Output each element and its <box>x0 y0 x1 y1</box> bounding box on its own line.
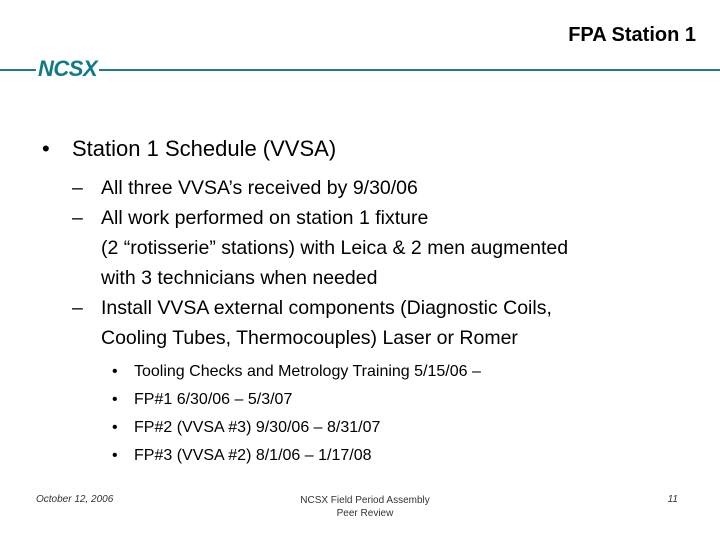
text-line: (2 “rotisserie” stations) with Leica & 2 men augmented <box>101 237 569 259</box>
bullet-text: FP#2 (VVSA #3) 9/30/06 – 8/31/07 <box>134 419 381 436</box>
footer-date: October 12, 2006 <box>36 494 114 505</box>
bullet-dot-icon: • <box>42 136 50 161</box>
text-line: All work performed on station 1 fixture <box>101 207 429 229</box>
bullet-text: All three VVSA’s received by 9/30/06 <box>101 177 418 199</box>
footer-center-line: NCSX Field Period Assembly <box>300 495 430 506</box>
footer-center <box>290 494 440 520</box>
page-number: 11 <box>667 494 678 505</box>
text-line: Install VVSA external components (Diagnostic Coils, <box>101 297 552 319</box>
dash-icon: – <box>72 177 83 199</box>
bullet-dot-icon: • <box>112 363 118 380</box>
dash-icon: – <box>72 207 83 229</box>
text-line: with 3 technicians when needed <box>101 267 378 289</box>
ncsx-logo: NCSX <box>38 56 98 81</box>
bullet-text <box>101 203 691 293</box>
bullet-text: Station 1 Schedule (VVSA) <box>72 136 337 161</box>
bullet-dot-icon: • <box>112 447 118 464</box>
slide-title: FPA Station 1 <box>568 24 696 46</box>
bullet-text: FP#3 (VVSA #2) 8/1/06 – 1/17/08 <box>134 447 372 464</box>
header-rule <box>0 69 720 71</box>
bullet-dot-icon: • <box>112 419 118 436</box>
bullet-text: FP#1 6/30/06 – 5/3/07 <box>134 391 293 408</box>
bullet-dot-icon: • <box>112 391 118 408</box>
bullet-text <box>101 293 691 353</box>
bullet-text: Tooling Checks and Metrology Training 5/15/06 – <box>134 363 481 380</box>
footer-center-line: Peer Review <box>336 508 394 519</box>
dash-icon: – <box>72 297 83 319</box>
text-line: Cooling Tubes, Thermocouples) Laser or Romer <box>101 327 518 349</box>
